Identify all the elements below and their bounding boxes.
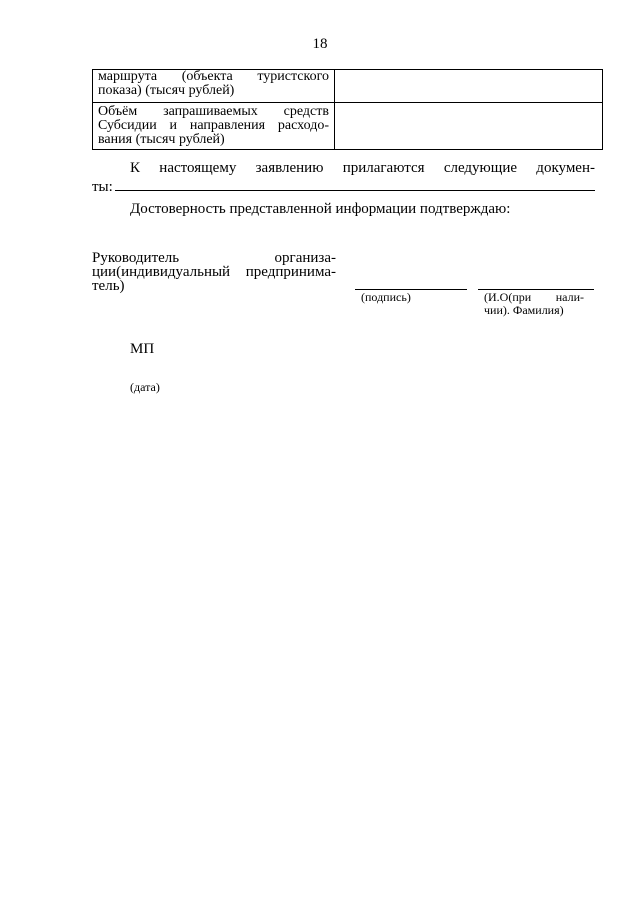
table-cell-line: Субсидии и направления расходо-	[98, 118, 329, 133]
signature-caption: (подпись)	[361, 290, 411, 304]
name-caption-line: чии). Фамилия)	[484, 303, 564, 317]
table-row	[93, 103, 603, 150]
attachments-fill-field[interactable]	[115, 176, 595, 191]
attachments-text: К настоящему заявлению прилагаются следующие докумен-	[130, 160, 595, 176]
table-cell-line: маршрута (объекта туристского	[98, 69, 329, 84]
page-number: 18	[312, 36, 328, 52]
date-label: (дата)	[130, 380, 160, 394]
requested-funds-value-cell[interactable]	[335, 103, 603, 150]
head-label-line: тель)	[92, 278, 125, 294]
route-cost-value-cell[interactable]	[335, 70, 603, 103]
table-cell-line: вания (тысяч рублей)	[98, 132, 225, 147]
table-cell-line: показа) (тысяч рублей)	[98, 83, 235, 98]
name-caption	[484, 291, 584, 317]
subsidy-form-table	[92, 69, 603, 150]
attachments-list-line	[92, 176, 595, 196]
table-row	[93, 70, 603, 103]
attachments-prefix: ты:	[92, 179, 113, 195]
requested-funds-label-cell	[93, 103, 335, 150]
head-label-line: ции(индивидуальный предпринима-	[92, 264, 336, 280]
confirmation-text: Достоверность представленной информации подтверждаю:	[130, 201, 511, 217]
head-label-line: Руководитель организа-	[92, 250, 336, 266]
table-cell-line: Объём запрашиваемых средств	[98, 104, 329, 119]
head-of-organization-label	[92, 251, 336, 293]
name-caption-line: (И.О(при нали-	[484, 290, 584, 304]
stamp-label: МП	[130, 341, 155, 357]
route-cost-label-cell	[93, 70, 335, 103]
